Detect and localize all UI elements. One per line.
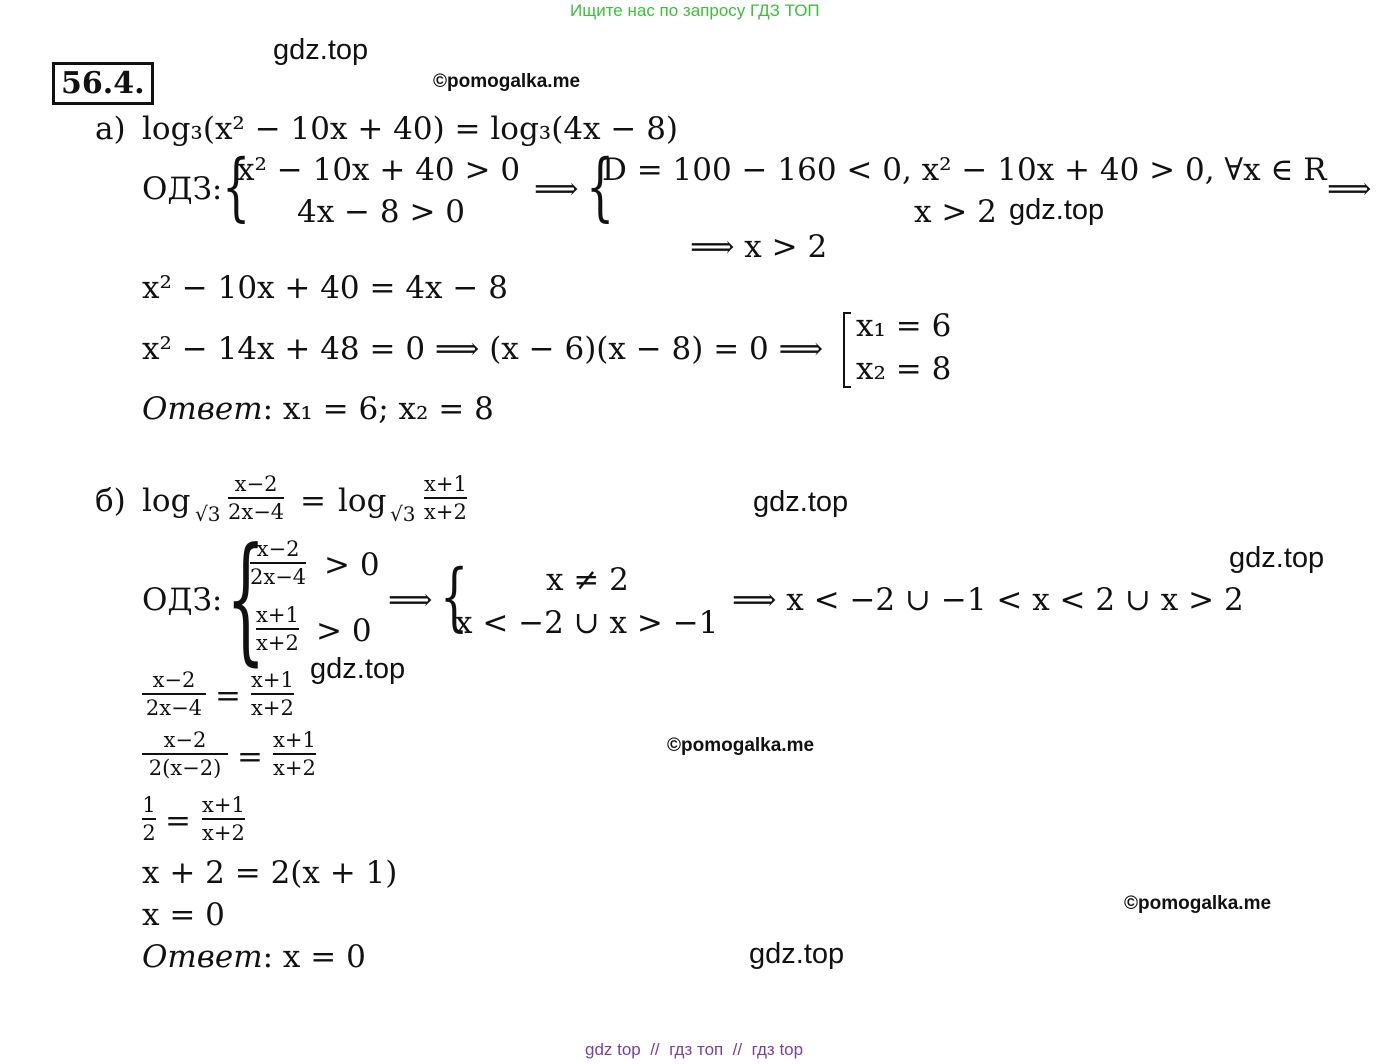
fraction: x+1 x+2 (251, 668, 294, 720)
bracket-icon (843, 312, 851, 388)
part-a-answer (142, 391, 494, 427)
part-b-odz-label: ОДЗ: (142, 582, 223, 618)
equals-sign: = (165, 803, 191, 839)
equals-sign: = (215, 678, 241, 714)
problem-number: 56.4. (52, 62, 154, 105)
fraction: x−2 2x−4 (250, 537, 307, 589)
left-brace-icon: { (586, 144, 615, 230)
part-b-res-sys-2: x < −2 ∪ x > −1 (455, 605, 719, 641)
part-b-log: log (142, 483, 191, 519)
left-brace-icon: { (222, 144, 251, 230)
top-banner[interactable]: Ищите нас по запросу ГДЗ ТОП (570, 1, 820, 20)
part-a-equation: log₃(x² − 10x + 40) = log₃(4x − 8) (142, 111, 679, 147)
watermark-pomogalka: ©pomogalka.me (667, 735, 815, 756)
watermark-gdz: gdz.top (753, 486, 849, 518)
fraction: x+1 x+2 (273, 728, 316, 780)
part-a-res-sys-1: D = 100 − 160 < 0, x² − 10x + 40 > 0, ∀x ∈ R (602, 152, 1327, 188)
watermark-gdz: gdz.top (1009, 194, 1105, 226)
part-b-step5: x = 0 (142, 897, 225, 933)
part-a-implies: ⟹ (534, 171, 579, 207)
fraction: x−2 2(x−2) (142, 728, 228, 780)
answer-value: : x₁ = 6; x₂ = 8 (262, 391, 494, 427)
part-a-odz-sys-1: x² − 10x + 40 > 0 (237, 152, 521, 188)
part-a-step2: x² − 14x + 48 = 0 ⟹ (x − 6)(x − 8) = 0 ⟹ (142, 331, 824, 367)
fraction: x+1 x+2 (424, 472, 467, 524)
watermark-gdz: gdz.top (273, 34, 369, 66)
part-b-answer (142, 939, 366, 975)
fraction: 1 2 (142, 793, 156, 845)
part-b-implies: ⟹ (388, 582, 433, 618)
part-a-odz-sys-2: 4x − 8 > 0 (297, 194, 466, 230)
part-b-base: √3 (195, 502, 221, 526)
fraction: x+1 x+2 (256, 603, 299, 655)
left-brace-icon: { (226, 518, 266, 679)
part-b-res-sys-1: x ≠ 2 (546, 562, 629, 598)
fraction: x+1 x+2 (202, 793, 245, 845)
part-a-root2: x₂ = 8 (856, 351, 952, 387)
answer-value: : x = 0 (262, 939, 366, 975)
part-b-base: √3 (390, 502, 416, 526)
answer-word: Ответ (142, 391, 263, 427)
watermark-pomogalka: ©pomogalka.me (433, 71, 581, 92)
part-b-label: б) (95, 483, 126, 519)
fraction: x−2 2x−4 (228, 472, 285, 524)
left-brace-icon: { (440, 554, 469, 640)
watermark-gdz: gdz.top (1229, 542, 1325, 574)
part-a-root1: x₁ = 6 (856, 308, 952, 344)
gt-zero: > 0 (316, 613, 372, 649)
gt-zero: > 0 (324, 547, 380, 583)
watermark-pomogalka: ©pomogalka.me (1124, 893, 1272, 914)
fraction: x−2 2x−4 (142, 668, 206, 720)
watermark-gdz: gdz.top (310, 653, 406, 685)
part-b-log: log (338, 483, 387, 519)
part-a-implies-end: ⟹ (1327, 171, 1372, 207)
part-b-odz-result: ⟹ x < −2 ∪ −1 < x < 2 ∪ x > 2 (732, 582, 1244, 618)
part-a-step1: x² − 10x + 40 = 4x − 8 (142, 270, 508, 306)
part-a-odz-label: ОДЗ: (142, 171, 223, 207)
equals-sign: = (300, 483, 326, 519)
part-a-res-sys-2: x > 2 (914, 194, 997, 230)
part-a-label: а) (95, 111, 126, 147)
part-b-step4: x + 2 = 2(x + 1) (142, 855, 398, 891)
footer-links[interactable]: gdz top // гдз топ // гдз top (585, 1040, 804, 1059)
answer-word: Ответ (142, 939, 263, 975)
part-a-odz-result: ⟹ x > 2 (690, 229, 828, 265)
watermark-gdz: gdz.top (749, 938, 845, 970)
equals-sign: = (237, 739, 263, 775)
